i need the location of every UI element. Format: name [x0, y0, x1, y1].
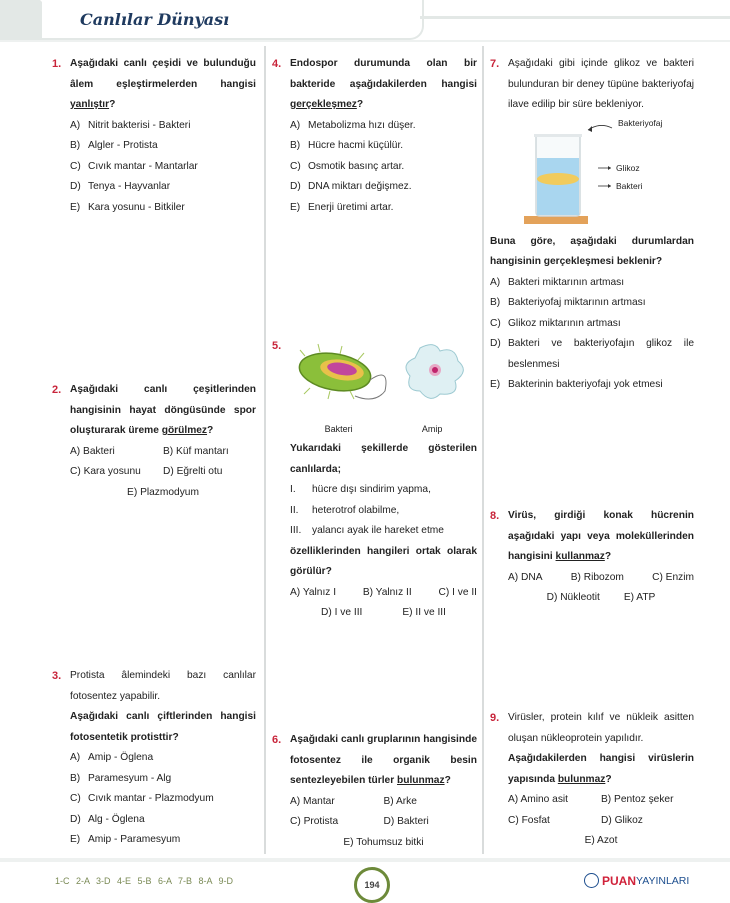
- stem-end: ?: [109, 99, 116, 110]
- publisher-logo-icon: [584, 873, 599, 888]
- option-a[interactable]: [70, 748, 256, 769]
- stem-end: ?: [605, 773, 612, 785]
- question-stem: [508, 506, 694, 568]
- question-stem: [290, 730, 477, 792]
- beaker-illustration: [508, 116, 694, 232]
- option-letter: B): [490, 297, 501, 308]
- stem-end: ?: [356, 99, 364, 110]
- question-stem: Aşağıdaki canlı çiftlerinden hangisi fotosentetik protisttir?: [70, 711, 256, 743]
- option-letter: C): [70, 160, 81, 172]
- organisms-figure: [290, 336, 477, 408]
- option-a[interactable]: [70, 116, 256, 137]
- option-text: Enerji üretimi artar.: [308, 201, 394, 213]
- option-c[interactable]: C) Kara yosunu: [70, 466, 141, 477]
- option-b[interactable]: B) Arke: [383, 795, 417, 807]
- question-stem: [290, 54, 477, 116]
- question-number: 3.: [52, 670, 62, 682]
- option-a[interactable]: A) Yalnız I: [290, 586, 337, 598]
- figure-labels: [290, 419, 477, 440]
- answer-key: 1-C 2-A 3-D 4-E 5-B 6-A 7-B 8-A 9-D: [55, 876, 234, 886]
- option-letter: A): [290, 119, 301, 131]
- question-intro: Aşağıdaki gibi içinde glikoz ve bakteri bulunduran bir deney tüpüne bakteriyofaj ilave edilip bir süre bekleniyor.: [508, 58, 694, 110]
- option-letter: D): [70, 813, 81, 825]
- column-divider: [482, 46, 484, 854]
- question-number: 7.: [490, 58, 500, 70]
- option-text: Algler - Protista: [88, 140, 158, 151]
- stem-emphasis: yanlıştır: [70, 99, 110, 110]
- question-9: [490, 708, 694, 852]
- statement-text: heterotrof olabilme,: [312, 504, 400, 516]
- option-a[interactable]: A) Amino asit: [508, 794, 569, 805]
- question-6: [272, 730, 477, 853]
- stem-text: Aşağıdaki canlı çeşitlerinden hangisinin hayat döngüsünde spor oluşturarak üreme: [70, 384, 256, 436]
- question-number: 4.: [272, 58, 282, 70]
- option-text: Alg - Öglena: [88, 813, 145, 825]
- question-number: 2.: [52, 384, 62, 396]
- option-text: Bakteri miktarının artması: [508, 276, 625, 288]
- option-text: Amip - Öglena: [88, 752, 154, 763]
- question-number: 1.: [52, 58, 62, 70]
- question-stem: [70, 380, 256, 442]
- stem-end: ?: [207, 425, 214, 436]
- question-stem: Buna göre, aşağıdaki durumlardan hangisinin gerçekleşmesi beklenir?: [490, 235, 694, 267]
- option-letter: D): [290, 181, 301, 192]
- beaker-figure: [508, 116, 694, 232]
- option-c[interactable]: C) I ve II: [438, 586, 477, 598]
- option-b[interactable]: [70, 769, 256, 790]
- option-e[interactable]: E) ATP: [623, 592, 656, 603]
- option-a[interactable]: [490, 273, 694, 294]
- bacteria-layer: [537, 173, 579, 185]
- question-5: [272, 336, 477, 624]
- question-intro: Virüsler, protein kılıf ve nükleik asitten oluşan nükleoprotein yapılıdır.: [508, 712, 694, 744]
- question-stem: [70, 54, 256, 116]
- amoeba-label: Amip: [421, 423, 443, 434]
- option-d[interactable]: D) Glikoz: [601, 814, 643, 826]
- question-number: 8.: [490, 510, 500, 522]
- option-e[interactable]: [490, 375, 694, 396]
- question-number: 5.: [272, 340, 282, 352]
- footer-line: [0, 858, 730, 862]
- option-text: Cıvık mantar - Plazmodyum: [88, 793, 214, 804]
- option-e[interactable]: E) II ve III: [402, 607, 446, 618]
- option-b[interactable]: B) Pentoz şeker: [601, 794, 674, 805]
- option-letter: E): [290, 201, 301, 213]
- amoeba-illustration: [406, 345, 463, 399]
- option-b[interactable]: B) Ribozom: [570, 571, 624, 583]
- publisher-name-bold: PUAN: [602, 873, 637, 888]
- stem-text: Virüs, girdiği konak hücrenin aşağıdaki yapı veya moleküllerinden hangisini: [508, 510, 694, 562]
- question-intro: Protista âlemindeki bazı canlılar fotosentez yapabilir.: [70, 670, 256, 702]
- stem-emphasis: gerçekleşmez: [290, 99, 357, 110]
- question-stem: [508, 749, 694, 790]
- option-d[interactable]: [490, 334, 694, 375]
- option-c[interactable]: [70, 789, 256, 810]
- header-line: [420, 16, 730, 19]
- option-text: Tenya - Hayvanlar: [88, 181, 171, 192]
- option-c[interactable]: C) Enzim: [652, 571, 694, 583]
- option-text: DNA miktarı değişmez.: [308, 181, 412, 192]
- publisher-logo: [584, 873, 689, 888]
- publisher-name-rest: YAYINLARI: [636, 874, 690, 887]
- option-text: Cıvık mantar - Mantarlar: [88, 160, 198, 172]
- option-e[interactable]: E) Tohumsuz bitki: [343, 836, 424, 848]
- statement-numeral: III.: [290, 525, 302, 536]
- stem-text: Aşağıdaki canlı gruplarının hangisinde fotosentez ile organik besin sentezleyebilen türler: [290, 734, 477, 786]
- option-letter: E): [490, 379, 501, 390]
- question-2: [52, 380, 256, 503]
- statement-numeral: I.: [290, 484, 296, 495]
- header-baseline: [0, 40, 730, 42]
- statement-3: [290, 521, 477, 542]
- glucose-solution: [537, 158, 579, 215]
- question-7: [490, 54, 694, 396]
- option-letter: B): [70, 772, 81, 784]
- question-stem: Yukarıdaki şekillerde gösterilen canlılarda;: [290, 443, 477, 475]
- option-d[interactable]: [290, 177, 477, 198]
- option-text: Amip - Paramesyum: [88, 834, 181, 845]
- stem-emphasis: bulunmaz: [557, 773, 606, 785]
- stem-text: Aşağıdakilerden hangisi virüslerin yapısında: [508, 753, 694, 785]
- option-e[interactable]: [70, 830, 256, 851]
- option-letter: E): [70, 201, 81, 213]
- option-letter: A): [70, 752, 81, 763]
- option-d[interactable]: D) Nükleotit: [546, 592, 600, 603]
- question-8: [490, 506, 694, 609]
- option-text: Bakteri ve bakteriyofajın glikoz ile beslenmesi: [508, 338, 694, 370]
- option-b[interactable]: [70, 136, 256, 157]
- question-stem-2: özelliklerinden hangileri ortak olarak görülür?: [290, 545, 477, 577]
- page-number: 194: [354, 867, 390, 903]
- bacterium-illustration: [296, 344, 386, 399]
- option-b[interactable]: [490, 293, 694, 314]
- option-letter: A): [490, 276, 501, 288]
- option-text: Hücre hacmi küçülür.: [308, 140, 404, 151]
- stem-emphasis: kullanmaz: [555, 551, 605, 562]
- option-d[interactable]: D) I ve III: [321, 607, 363, 618]
- question-1: [52, 54, 256, 218]
- option-letter: B): [70, 140, 81, 151]
- page-header: [0, 0, 730, 42]
- option-a[interactable]: [290, 116, 477, 137]
- statement-1: [290, 480, 477, 501]
- option-b[interactable]: B) Yalnız II: [362, 586, 412, 598]
- statement-text: yalancı ayak ile hareket etme: [312, 525, 444, 536]
- option-text: Metabolizma hızı düşer.: [308, 119, 416, 131]
- beaker-base: [524, 216, 588, 224]
- option-text: Bakterinin bakteriyofajı yok etmesi: [508, 379, 663, 390]
- bacteria-label: Bakteri: [324, 423, 353, 434]
- option-letter: C): [490, 317, 501, 329]
- option-c[interactable]: [290, 157, 477, 178]
- stem-emphasis: bulunmaz: [397, 775, 445, 786]
- option-c[interactable]: [490, 314, 694, 335]
- option-e[interactable]: E) Azot: [584, 835, 618, 846]
- option-a[interactable]: A) Bakteri: [70, 445, 115, 457]
- option-e[interactable]: E) Plazmodyum: [127, 486, 199, 498]
- option-d[interactable]: [70, 177, 256, 198]
- stem-end: ?: [604, 551, 612, 562]
- option-text: Glikoz miktarının artması: [508, 317, 621, 329]
- option-letter: C): [70, 793, 81, 804]
- option-letter: C): [290, 160, 301, 172]
- column-divider: [264, 46, 266, 854]
- option-letter: B): [290, 140, 301, 151]
- question-4: [272, 54, 477, 218]
- option-letter: D): [490, 338, 501, 349]
- bacteriophage-label: Bakteriyofaj: [618, 117, 663, 128]
- option-c[interactable]: C) Protista: [290, 816, 339, 827]
- option-text: Bakteriyofaj miktarının artması: [508, 297, 646, 308]
- option-d[interactable]: D) Eğrelti otu: [163, 466, 223, 477]
- option-text: Osmotik basınç artar.: [308, 160, 405, 172]
- glucose-label: Glikoz: [616, 162, 640, 173]
- option-b[interactable]: [290, 136, 477, 157]
- option-c[interactable]: C) Fosfat: [508, 814, 550, 826]
- option-a[interactable]: A) Mantar: [290, 795, 335, 807]
- option-c[interactable]: [70, 157, 256, 178]
- page-footer: [0, 858, 730, 900]
- option-d[interactable]: [70, 810, 256, 831]
- page-title: Canlılar Dünyası: [80, 10, 230, 29]
- option-e[interactable]: [70, 198, 256, 219]
- stem-text: Endospor durumunda olan bir bakteride aşağıdakilerden hangisi: [290, 58, 477, 90]
- stem-end: ?: [444, 775, 451, 786]
- option-letter: A): [70, 119, 81, 131]
- statement-numeral: II.: [290, 504, 299, 516]
- option-a[interactable]: A) DNA: [508, 571, 543, 583]
- option-e[interactable]: [290, 198, 477, 219]
- option-letter: D): [70, 181, 81, 192]
- option-d[interactable]: D) Bakteri: [383, 816, 429, 827]
- option-letter: E): [70, 834, 81, 845]
- question-number: 6.: [272, 734, 282, 746]
- option-text: Kara yosunu - Bitkiler: [88, 201, 185, 213]
- question-3: [52, 666, 256, 851]
- question-number: 9.: [490, 712, 500, 724]
- statement-2: [290, 501, 477, 522]
- stem-emphasis: görülmez: [161, 425, 208, 436]
- option-text: Nitrit bakterisi - Bakteri: [88, 119, 191, 131]
- option-b[interactable]: B) Küf mantarı: [163, 445, 229, 457]
- stem-text: Aşağıdaki canlı çeşidi ve bulunduğu âlem eşleştirmelerden hangisi: [70, 58, 256, 90]
- bacteria-label: Bakteri: [616, 180, 643, 191]
- statement-text: hücre dışı sindirim yapma,: [312, 484, 431, 495]
- option-text: Paramesyum - Alg: [88, 772, 172, 784]
